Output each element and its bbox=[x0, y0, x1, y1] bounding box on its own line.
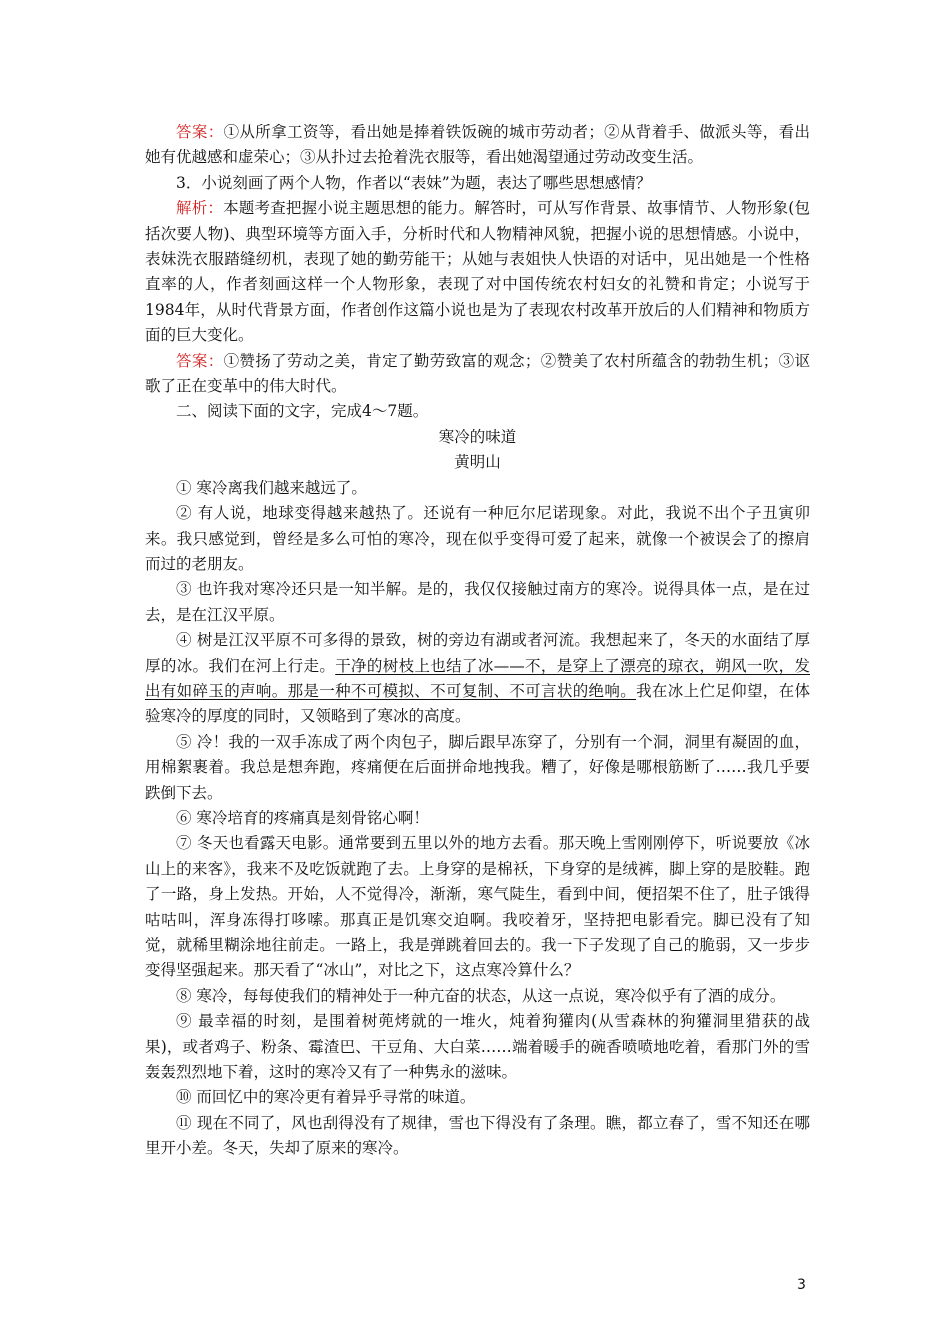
analysis-label: 解析： bbox=[176, 199, 224, 218]
paragraph-9: ⑨ 最幸福的时刻，是围着树蔸烤就的一堆火，炖着狗獾肉(从雪森林的狗獾洞里猎获的战果)，或者鸡子、粉条、霉渣巴、干豆角、大白菜……端着暖手的碗香喷喷地吃着，看那门外的雪轰轰烈烈地下着，这时的寒冷又有了一种隽永的滋味。 bbox=[145, 1012, 810, 1082]
paragraph-7: ⑦ 冬天也看露天电影。通常要到五里以外的地方去看。那天晚上雪刚刚停下，听说要放《冰山上的来客》，我来不及吃饭就跑了去。上身穿的是棉袄，下身穿的是绒裤，脚上穿的是胶鞋。跑了一路，身上发热。开始，人不觉得冷，渐渐，寒气陡生，看到中间，便招架不住了，肚子饿得咕咕叫，浑身冻得打哆嗦。那真正是饥寒交迫啊。我咬着牙，坚持把电影看完。脚已没有了知觉，就稀里糊涂地往前走。一路上，我是弹跳着回去的。我一下子发现了自己的脆弱，又一步步变得坚强起来。那天看了“冰山”，对比之下，这点寒冷算什么？ bbox=[145, 834, 810, 980]
section-heading: 二、阅读下面的文字，完成4～7题。 bbox=[176, 402, 429, 421]
article-author: 黄明山 bbox=[454, 453, 501, 472]
paragraph-2: ② 有人说，地球变得越来越热了。还说有一种厄尔尼诺现象。对此，我说不出个子丑寅卯来。我只感觉到，曾经是多么可怕的寒冷，现在似乎变得可爱了起来，就像一个被误会了的擦肩而过的老朋友。 bbox=[145, 504, 810, 573]
paragraph-8: ⑧ 寒冷，每每使我们的精神处于一种亢奋的状态，从这一点说，寒冷似乎有了酒的成分。 bbox=[176, 986, 786, 1005]
paragraph-4-text-start: ④ 树是江汉平原不可多得的景致，树的旁边有湖或者河流。我想起来了，冬天的水面结了厚厚的冰。我们在河上行走。 bbox=[145, 631, 810, 675]
paragraph-5: ⑤ 冷！我的一双手冻成了两个肉包子，脚后跟早冻穿了，分别有一个洞，洞里有凝固的血，用棉絮裹着。我总是想奔跑，疼痛便在后面拼命地拽我。糟了，好像是哪根筋断了……我几乎要跌倒下去。 bbox=[145, 732, 810, 802]
paragraph-3: ③ 也许我对寒冷还只是一知半解。是的，我仅仅接触过南方的寒冷。说得具体一点，是在过去，是在江汉平原。 bbox=[145, 580, 810, 624]
underlined-sentence: 干净的树枝上也结了冰——不，是穿上了漂亮的琼衣，朔风一吹，发出有如碎玉的声响。那是一种不可模拟、不可复制、不可言状的绝响。 bbox=[145, 656, 810, 700]
paragraph-10: ⑩ 而回忆中的寒冷更有着异乎寻常的味道。 bbox=[176, 1088, 476, 1107]
paragraph-4 bbox=[145, 628, 810, 730]
page-content bbox=[145, 120, 810, 1162]
paragraph-6: ⑥ 寒冷培育的疼痛真是刻骨铭心啊！ bbox=[176, 808, 429, 827]
answer-text: ①从所拿工资等，看出她是捧着铁饭碗的城市劳动者；②从背着手、做派头等，看出她有优越感和虚荣心；③从扑过去抢着洗衣服等，看出她渴望通过劳动改变生活。 bbox=[145, 123, 810, 167]
answer-2 bbox=[145, 120, 810, 171]
paragraph-1: ① 寒冷离我们越来越远了。 bbox=[176, 478, 367, 497]
answer-text: ①赞扬了劳动之美，肯定了勤劳致富的观念；②赞美了农村所蕴含的勃勃生机；③讴歌了正在变革中的伟大时代。 bbox=[145, 351, 810, 396]
answer-label: 答案： bbox=[176, 123, 224, 141]
answer-3 bbox=[145, 349, 810, 400]
paragraph-11: ⑪ 现在不同了，风也刮得没有了规律，雪也下得没有了条理。瞧，都立春了，雪不知还在哪里开小差。冬天，失却了原来的寒冷。 bbox=[145, 1113, 810, 1158]
question-3: 3．小说刻画了两个人物，作者以“表妹”为题，表达了哪些思想感情？ bbox=[176, 173, 652, 192]
analysis-text: 本题考查把握小说主题思想的能力。解答时，可从写作背景、故事情节、人物形象(包括次要人物)、典型环境等方面入手，分析时代和人物精神风貌，把握小说的思想情感。小说中，表妹洗衣服踏缝纫机，表现了她的勤劳能干；从她与表姐快人快语的对话中，见出她是一个性格直率的人，作者刻画这样一个人物形象，表现了对中国传统农村妇女的礼赞和肯定；小说写于1984年，从时代背景方面，作者创作这篇小说也是为了表现农村改革开放后的人们精神和物质方面的巨大变化。 bbox=[145, 199, 810, 345]
paragraph-4-text-end: 我在冰上伫足仰望，在体验寒冷的厚度的同时，又领略到了寒冰的高度。 bbox=[145, 681, 810, 726]
analysis-3 bbox=[145, 196, 810, 348]
answer-label: 答案： bbox=[176, 351, 224, 370]
article-title: 寒冷的味道 bbox=[438, 427, 517, 446]
page-number: 3 bbox=[797, 1277, 806, 1293]
